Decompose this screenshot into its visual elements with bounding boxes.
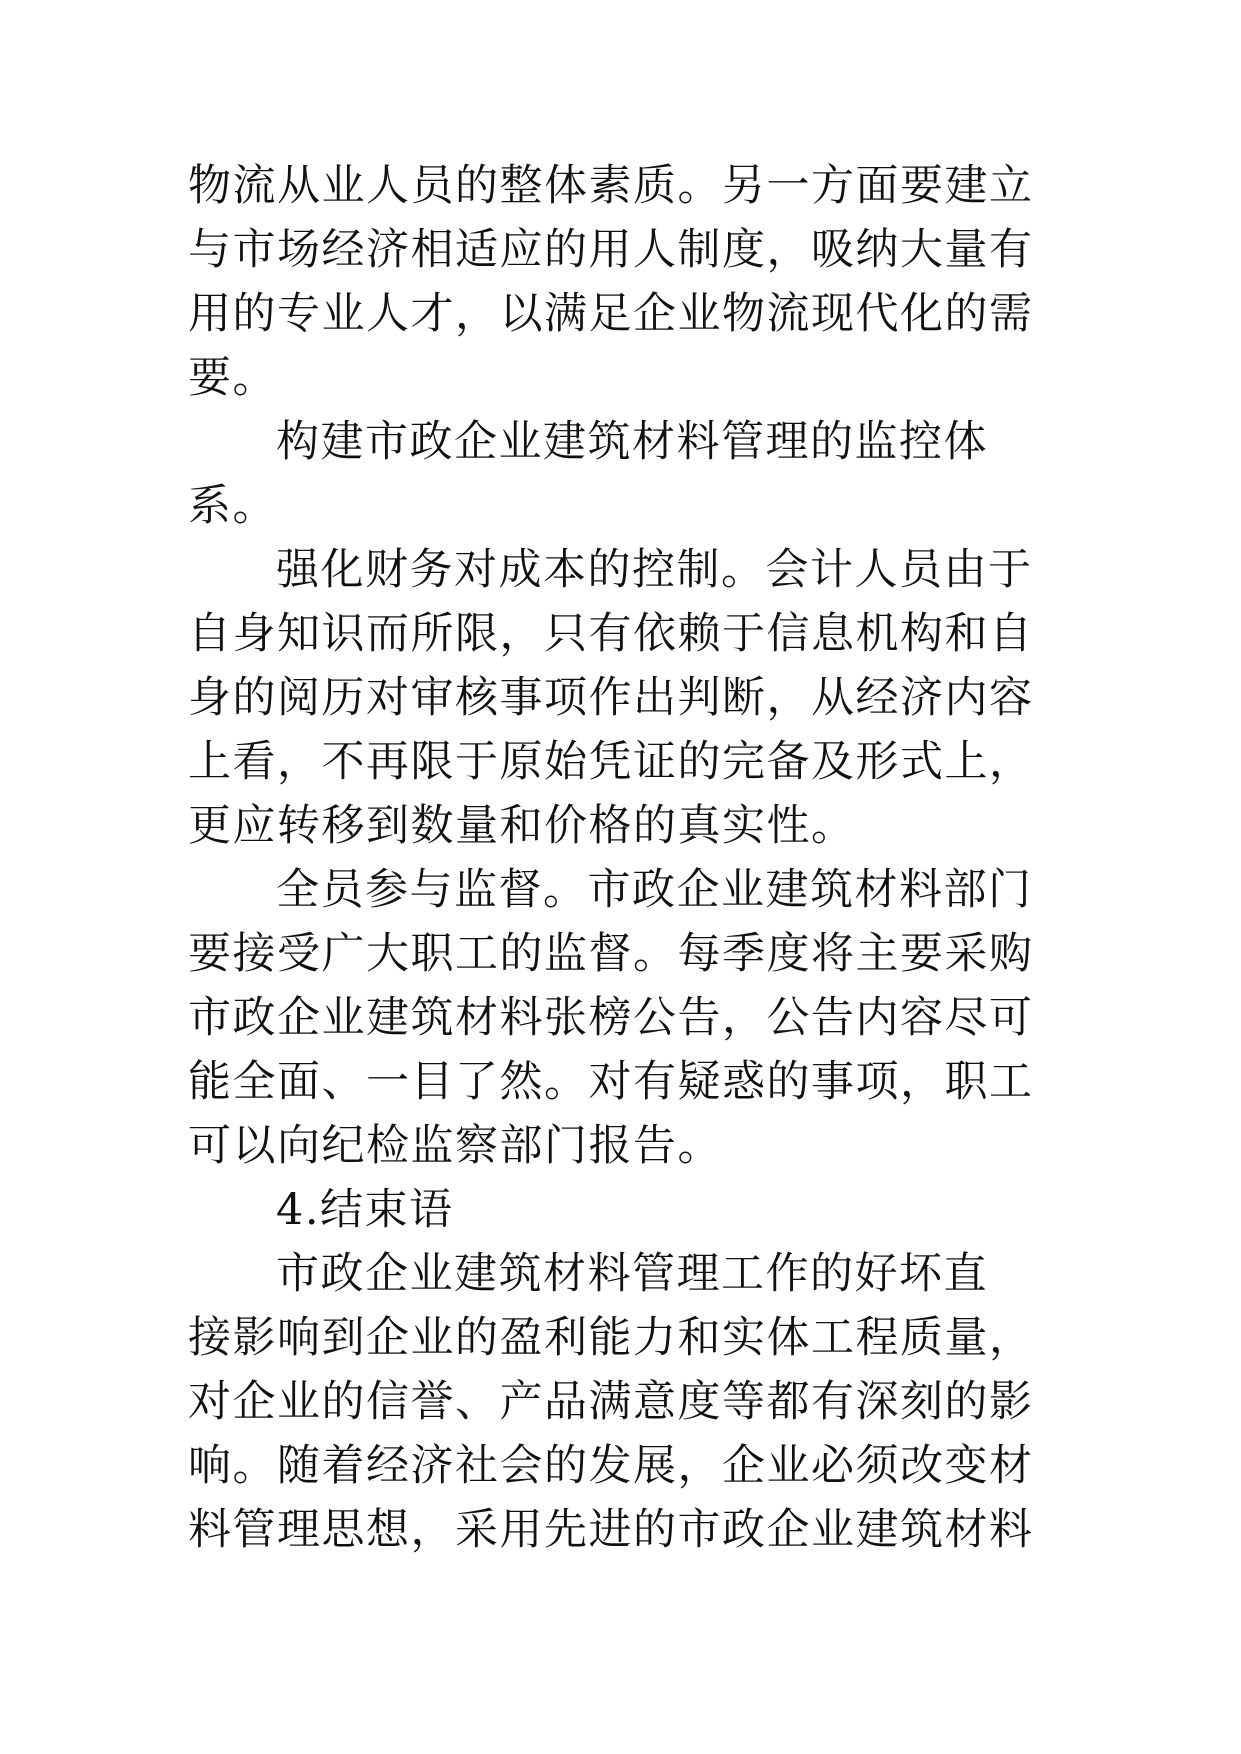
- text-line: 更应转移到数量和价格的真实性。: [188, 801, 856, 851]
- text-line: 自身知识而所限，只有依赖于信息机构和自: [188, 609, 1034, 659]
- document-body: [188, 154, 1068, 1562]
- text-line: 4.结束语: [276, 1185, 454, 1235]
- text-line: 市政企业建筑材料管理工作的好坏直: [276, 1249, 988, 1299]
- text-line: 强化财务对成本的控制。会计人员由于: [276, 545, 1033, 595]
- text-line: 接影响到企业的盈利能力和实体工程质量，: [188, 1313, 1034, 1363]
- text-line: 能全面、一目了然。对有疑惑的事项，职工: [188, 1057, 1034, 1107]
- text-line: 身的阅历对审核事项作出判断，从经济内容: [188, 673, 1034, 723]
- text-line: 要。: [188, 353, 277, 403]
- text-line: 上看，不再限于原始凭证的完备及形式上，: [188, 737, 1034, 787]
- text-line: 全员参与监督。市政企业建筑材料部门: [276, 865, 1033, 915]
- text-line: 市政企业建筑材料张榜公告，公告内容尽可: [188, 993, 1034, 1043]
- text-line: 响。随着经济社会的发展，企业必须改变材: [188, 1441, 1034, 1491]
- text-line: 料管理思想，采用先进的市政企业建筑材料: [188, 1505, 1034, 1555]
- text-line: 可以向纪检监察部门报告。: [188, 1121, 722, 1171]
- text-line: 构建市政企业建筑材料管理的监控体: [276, 417, 988, 467]
- text-line: 与市场经济相适应的用人制度，吸纳大量有: [188, 225, 1034, 275]
- text-line: 物流从业人员的整体素质。另一方面要建立: [188, 161, 1034, 211]
- text-line: 要接受广大职工的监督。每季度将主要采购: [188, 929, 1034, 979]
- text-line: 对企业的信誉、产品满意度等都有深刻的影: [188, 1377, 1034, 1427]
- text-line: 系。: [188, 481, 277, 531]
- text-line: 用的专业人才，以满足企业物流现代化的需: [188, 289, 1034, 339]
